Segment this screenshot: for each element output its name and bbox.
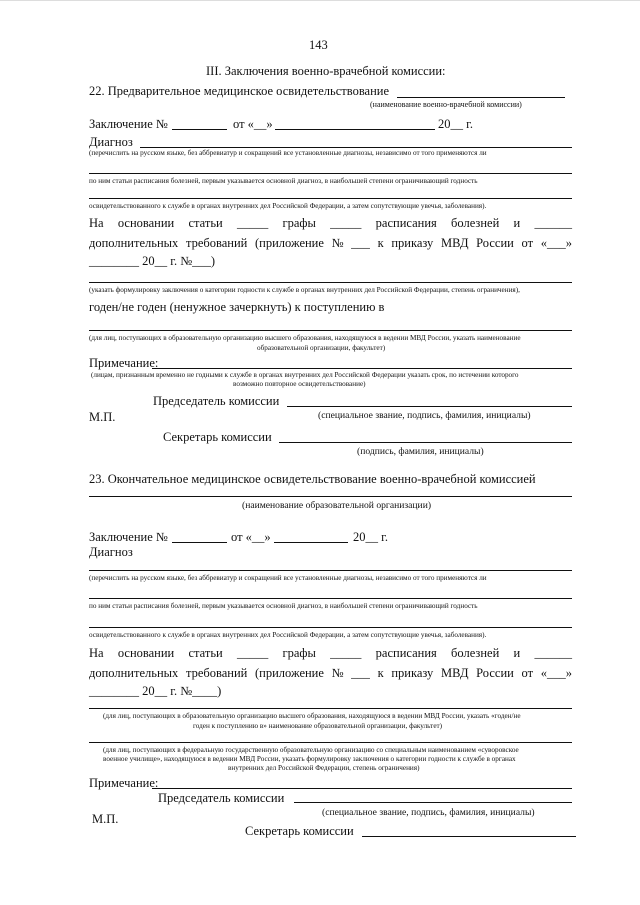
s23-basis-word: основании [117, 646, 175, 660]
s23-higher-education-field[interactable] [89, 708, 572, 709]
s23-diagnosis-field-3[interactable] [89, 627, 572, 628]
s22-diagnosis-label: Диагноз [89, 135, 133, 149]
s23-basis-row [89, 646, 572, 661]
s23-diagnosis-field[interactable] [89, 570, 572, 571]
s22-conclusion-label: Заключение № [89, 117, 168, 131]
s22-secretary-signature-field[interactable] [279, 442, 572, 443]
s23-suvorov-field[interactable] [89, 742, 572, 743]
s22-column-field[interactable]: _____ [330, 216, 362, 230]
s23-column-field[interactable]: _____ [330, 646, 362, 660]
s23-higher-hint-2: годен к поступлению в» наименование образовательной организации, факультет) [193, 722, 443, 730]
page-number: 143 [309, 38, 328, 52]
s22-date-from: от «__» [233, 117, 273, 131]
s22-chairman-caption: (специальное звание, подпись, фамилия, инициалы) [318, 410, 531, 421]
s23-basis-word: и [513, 646, 521, 660]
s22-additional-field[interactable]: ______ [534, 216, 572, 230]
s23-suvorov-hint-3: внутренних дел Российской Федерации, степень ограничения) [228, 764, 420, 772]
s22-additional-word: от [521, 236, 534, 250]
s23-basis-word: графы [282, 646, 316, 660]
s22-basis-word: основании [117, 216, 175, 230]
s22-diagnosis-hint-1: (перечислить на русском языке, без аббревиатур и сокращений все установленные диагнозы, независимо от того применяются ли [89, 149, 487, 157]
s22-basis-word: графы [282, 216, 316, 230]
s23-basis-word: расписания [375, 646, 437, 660]
s22-appendix-number-field[interactable]: ___ [351, 236, 370, 250]
s23-additional-word: МВД [440, 666, 469, 680]
s22-basis-word: и [513, 216, 521, 230]
s23-additional-word: приказу [391, 666, 434, 680]
s22-note-field[interactable] [152, 368, 572, 369]
s22-org-field[interactable] [89, 330, 572, 331]
s23-date-field[interactable] [274, 542, 348, 543]
s23-secretary-signature-field[interactable] [362, 836, 576, 837]
scan-top-edge [0, 0, 640, 4]
s23-appendix-number-field[interactable]: ___ [351, 666, 370, 680]
s22-basis-word: На [89, 216, 104, 230]
s23-additional-word: от [521, 666, 534, 680]
s22-additional-word: МВД [440, 236, 469, 250]
s23-chairman-signature-field[interactable] [294, 802, 572, 803]
s22-additional-word: № [331, 236, 344, 250]
s22-note-label: Примечание: [89, 356, 159, 370]
s22-additional-row [89, 236, 572, 251]
s23-additional-word: к [377, 666, 384, 680]
s23-basis-word: болезней [451, 646, 500, 660]
s22-commission-line[interactable] [397, 97, 565, 98]
s23-note-label: Примечание: [89, 776, 159, 790]
s22-chairman-label: Председатель комиссии [153, 394, 280, 408]
s22-order-date-field[interactable]: «___» [540, 236, 572, 250]
s23-additional-word: № [331, 666, 344, 680]
s23-heading: 23. Окончательное медицинское освидетельствование военно-врачебной комиссией [89, 472, 536, 486]
s23-suvorov-hint-2: военное училище», находящуюся в ведении МВД России, указать формулировку заключения о категории годности к службе в органах [103, 755, 516, 763]
s23-chairman-label: Председатель комиссии [158, 791, 285, 805]
s23-basis-word: На [89, 646, 104, 660]
s22-diagnosis-hint-2: по ним статьи расписания болезней, первым указывается основной диагноз, в наибольшей степени ограничивающий годность [89, 177, 478, 185]
s22-basis-word: болезней [451, 216, 500, 230]
s22-commission-caption: (наименование военно-врачебной комиссии) [370, 100, 522, 109]
s22-diagnosis-hint-3: освидетельствованного к службе в органах внутренних дел Российской Федерации, а затем сопутствующие увечья, заболевания). [89, 202, 487, 210]
s22-stamp: М.П. [89, 410, 116, 424]
s23-conclusion-label: Заключение № [89, 530, 168, 544]
s23-note-field[interactable] [152, 788, 572, 789]
section-title: III. Заключения военно-врачебной комиссии: [206, 64, 446, 78]
s22-article-field[interactable]: _____ [236, 216, 269, 230]
s23-stamp: М.П. [92, 812, 119, 826]
s23-basis-end: ________ 20__ г. №____) [89, 684, 222, 698]
s22-heading: 22. Предварительное медицинское освидетельствование [89, 84, 390, 98]
s23-article-field[interactable]: _____ [236, 646, 269, 660]
s23-year: 20__ г. [353, 530, 388, 544]
s23-org-caption: (наименование образовательной организации) [242, 500, 432, 511]
s23-additional-word: России [476, 666, 514, 680]
s22-additional-word: России [476, 236, 514, 250]
s22-additional-word: приказу [391, 236, 434, 250]
s22-additional-word: требований [185, 236, 248, 250]
s22-note-hint-1: (лицам, признанным временно не годными к службе в органах внутренних дел Российской Федерации указать срок, по истечении которого [91, 371, 519, 379]
s22-chairman-signature-field[interactable] [287, 406, 572, 407]
s22-basis-word: расписания [375, 216, 437, 230]
s22-note-hint-2: возможно повторное освидетельствование) [233, 380, 366, 388]
s22-additional-word: дополнительных [89, 236, 179, 250]
s23-higher-hint-1: (для лиц, поступающих в образовательную организацию высшего образования, находящуюся в ведении МВД России, указать «годен/не [103, 712, 521, 720]
s23-additional-word: дополнительных [89, 666, 179, 680]
s22-diagnosis-field-3[interactable] [89, 198, 572, 199]
s22-diagnosis-field-2[interactable] [89, 173, 572, 174]
s23-chairman-caption: (специальное звание, подпись, фамилия, инициалы) [322, 807, 535, 818]
s22-secretary-caption: (подпись, фамилия, инициалы) [357, 446, 484, 457]
s23-conclusion-number-field[interactable] [172, 542, 227, 543]
s23-date-from: от «__» [231, 530, 271, 544]
s22-basis-row [89, 216, 572, 231]
s22-category-hint: (указать формулировку заключения о категории годности к службе в органах внутренних дел Российской Федерации, степень ограничения), [89, 286, 520, 294]
s23-order-date-field[interactable]: «___» [540, 666, 572, 680]
s23-suvorov-hint-1: (для лиц, поступающих в федеральную государственную образовательную организацию со специальным наименованием «суворовское [103, 746, 519, 754]
s23-additional-word: требований [185, 666, 248, 680]
s23-additional-field[interactable]: ______ [534, 646, 572, 660]
s23-additional-row [89, 666, 572, 681]
s23-org-field[interactable] [89, 496, 572, 497]
s22-basis-end: ________ 20__ г. №___) [89, 254, 216, 268]
s22-secretary-label: Секретарь комиссии [163, 430, 272, 444]
s23-secretary-label: Секретарь комиссии [245, 824, 354, 838]
s22-org-hint-1: (для лиц, поступающих в образовательную организацию высшего образования, находящуюся в ведении МВД России, указать наименование [89, 334, 521, 342]
s22-date-field[interactable] [275, 129, 435, 130]
s23-basis-word: статьи [188, 646, 223, 660]
s23-diagnosis-label: Диагноз [89, 545, 133, 559]
s22-org-hint-2: образовательной организации, факультет) [257, 344, 386, 352]
s22-additional-word: к [377, 236, 384, 250]
s22-diagnosis-field[interactable] [140, 147, 572, 148]
s22-fitness-line: годен/не годен (ненужное зачеркнуть) к поступлению в [89, 300, 385, 314]
s22-conclusion-number-field[interactable] [172, 129, 227, 130]
s22-category-field[interactable] [89, 282, 572, 283]
s23-diagnosis-hint-3: освидетельствованного к службе в органах внутренних дел Российской Федерации, а затем сопутствующие увечья, заболевания). [89, 631, 487, 639]
s23-diagnosis-field-2[interactable] [89, 598, 572, 599]
s22-additional-word: (приложение [255, 236, 324, 250]
s23-additional-word: (приложение [255, 666, 324, 680]
s22-basis-word: статьи [188, 216, 223, 230]
s22-year: 20__ г. [438, 117, 473, 131]
s23-diagnosis-hint-2: по ним статьи расписания болезней, первым указывается основной диагноз, в наибольшей степени ограничивающий годность [89, 602, 478, 610]
s23-diagnosis-hint-1: (перечислить на русском языке, без аббревиатур и сокращений все установленные диагнозы, независимо от того применяются ли [89, 574, 487, 582]
